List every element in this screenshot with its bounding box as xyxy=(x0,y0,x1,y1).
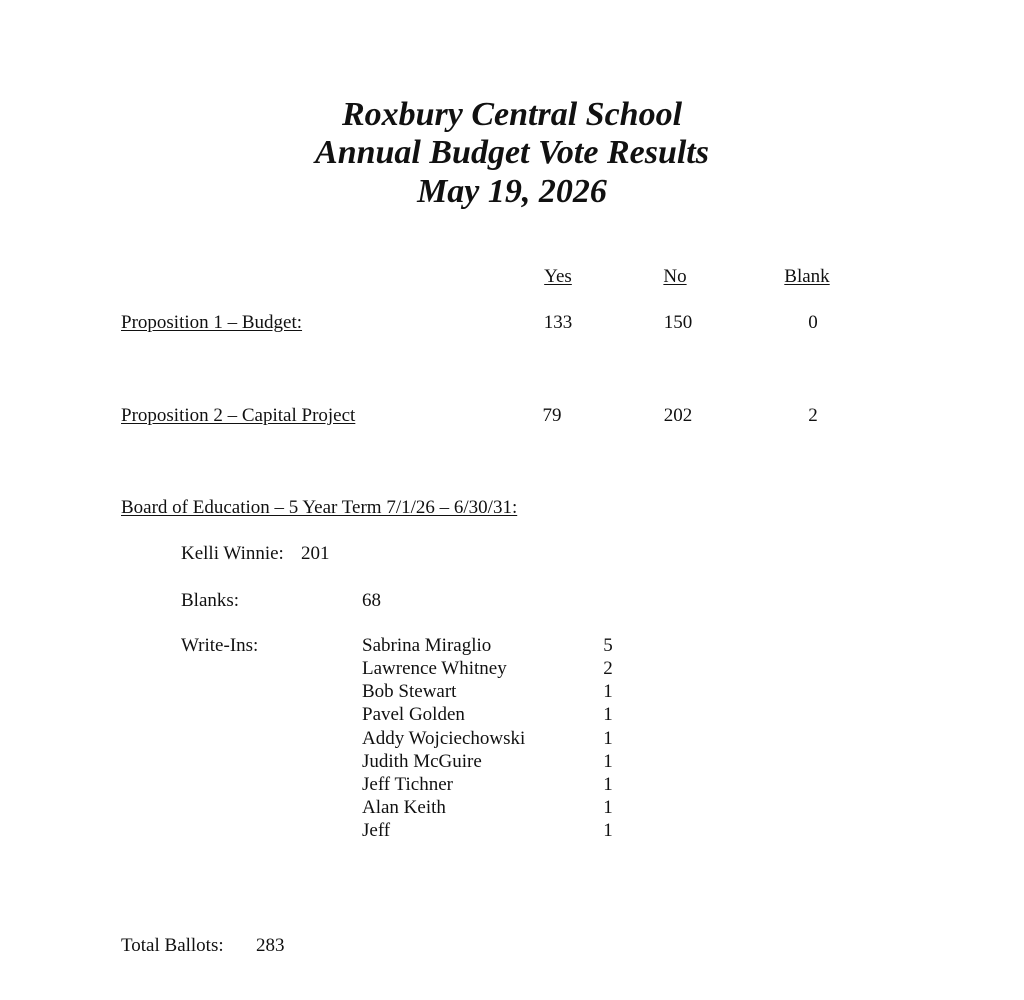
writein-count: 1 xyxy=(603,797,613,818)
writein-count: 1 xyxy=(603,728,613,749)
writein-name: Sabrina Miraglio xyxy=(362,635,492,656)
writein-name: Addy Wojciechowski xyxy=(362,728,526,749)
writeins-label: Write-Ins: xyxy=(181,635,259,656)
proposition-yes-count: 79 xyxy=(542,405,562,426)
writein-name: Pavel Golden xyxy=(362,704,465,725)
proposition-label: Proposition 2 – Capital Project xyxy=(121,405,356,426)
writein-count: 2 xyxy=(603,658,613,679)
writein-count: 1 xyxy=(603,681,613,702)
writein-count: 1 xyxy=(603,704,613,725)
column-header-no: No xyxy=(663,266,687,287)
writein-count: 1 xyxy=(603,820,613,841)
proposition-no-count: 202 xyxy=(663,405,693,426)
column-header-yes: Yes xyxy=(544,266,572,287)
writein-name: Bob Stewart xyxy=(362,681,457,702)
writein-count: 5 xyxy=(603,635,613,656)
total-ballots-value: 283 xyxy=(256,935,285,956)
proposition-no-count: 150 xyxy=(663,312,693,333)
title-school: Roxbury Central School xyxy=(341,96,683,133)
board-heading: Board of Education – 5 Year Term 7/1/26 – 6/30/31: xyxy=(121,497,518,518)
title-results: Annual Budget Vote Results xyxy=(315,134,709,171)
writein-name: Lawrence Whitney xyxy=(362,658,507,679)
writein-name: Judith McGuire xyxy=(362,751,482,772)
candidate-name: Kelli Winnie: xyxy=(181,543,284,564)
writein-count: 1 xyxy=(603,751,613,772)
proposition-label: Proposition 1 – Budget: xyxy=(121,312,303,333)
proposition-blank-count: 0 xyxy=(808,312,818,333)
proposition-blank-count: 2 xyxy=(808,405,818,426)
writein-count: 1 xyxy=(603,774,613,795)
writein-name: Jeff xyxy=(362,820,391,841)
blanks-label: Blanks: xyxy=(181,590,240,611)
proposition-yes-count: 133 xyxy=(543,312,573,333)
candidate-votes: 201 xyxy=(301,543,330,564)
blanks-value: 68 xyxy=(362,590,381,611)
writein-name: Jeff Tichner xyxy=(362,774,453,795)
total-ballots-label: Total Ballots: xyxy=(121,935,224,956)
column-header-blank: Blank xyxy=(784,266,830,287)
writein-name: Alan Keith xyxy=(362,797,446,818)
title-date: May 19, 2026 xyxy=(417,173,607,210)
